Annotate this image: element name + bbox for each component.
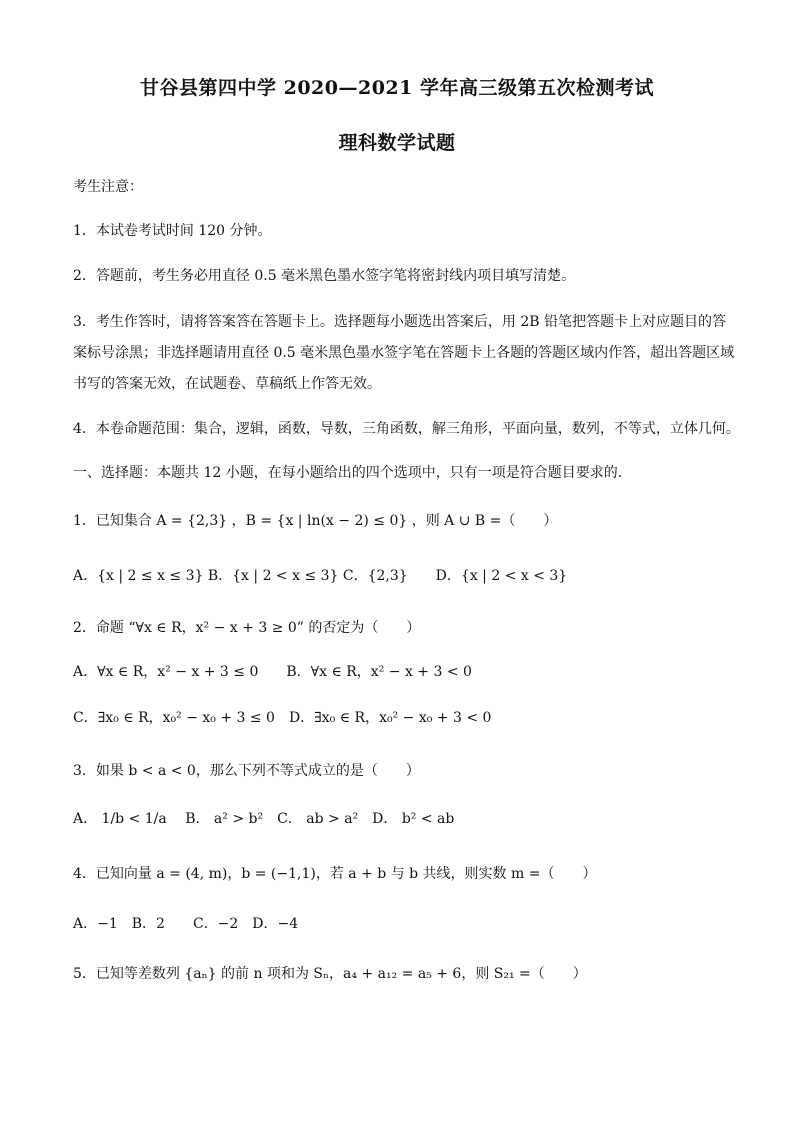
question-2-options-cd: C．∃x₀ ∈ R，x₀² − x₀ + 3 ≤ 0 D．∃x₀ ∈ R，x₀² − x₀ + 3 < 0: [73, 710, 492, 726]
question-1-options: A．{x | 2 ≤ x ≤ 3} B．{x | 2 < x ≤ 3} C．{2,3} D．{x | 2 < x < 3}: [73, 568, 568, 584]
notice-heading: 考生注意：: [73, 179, 143, 195]
question-2-options-ab: A．∀x ∈ R，x² − x + 3 ≤ 0 B．∀x ∈ R，x² − x + 3 < 0: [73, 664, 472, 680]
question-3-stem: 3．如果 b < a < 0，那么下列不等式成立的是（ ）: [73, 763, 420, 779]
notice-item-3-line1: 3．考生作答时，请将答案答在答题卡上。选择题每小题选出答案后，用 2B 铅笔把答题卡上对应题目的答: [73, 314, 727, 330]
notice-item-1: 1．本试卷考试时间 120 分钟。: [73, 223, 272, 239]
question-4-stem: 4．已知向量 a = (4, m)，b = (−1,1)，若 a + b 与 b 共线，则实数 m =（ ）: [73, 866, 597, 882]
question-3-options: A． 1/b < 1/a B． a² > b² C． ab > a² D． b² < ab: [73, 811, 455, 827]
notice-item-3-line2: 案标号涂黑；非选择题请用直径 0.5 毫米黑色墨水签字笔在答题卡上各题的答题区域内作答，超出答题区域: [73, 345, 735, 361]
notice-item-4: 4．本卷命题范围：集合，逻辑，函数，导数，三角函数，解三角形，平面向量，数列，不等式，立体几何。: [73, 421, 740, 437]
notice-item-3-line3: 书写的答案无效，在试题卷、草稿纸上作答无效。: [73, 376, 381, 392]
section-heading: 一、选择题：本题共 12 小题，在每小题给出的四个选项中，只有一项是符合题目要求的.: [73, 465, 623, 481]
exam-title: 甘谷县第四中学 2020—2021 学年高三级第五次检测考试: [140, 77, 654, 99]
notice-item-2: 2．答题前，考生务必用直径 0.5 毫米黑色墨水签字笔将密封线内项目填写清楚。: [73, 268, 576, 284]
question-1-stem: 1．已知集合 A = {2,3} ，B = {x | ln(x − 2) ≤ 0} ，则 A ∪ B =（ ）: [73, 513, 558, 529]
question-2-stem: 2．命题 “∀x ∈ R，x² − x + 3 ≥ 0” 的否定为（ ）: [73, 620, 421, 636]
question-5-stem: 5．已知等差数列 {aₙ} 的前 n 项和为 Sₙ，a₄ + a₁₂ = a₅ + 6，则 S₂₁ =（ ）: [73, 966, 587, 982]
question-4-options: A．−1 B．2 C．−2 D．−4: [73, 916, 299, 932]
exam-subtitle: 理科数学试题: [338, 132, 456, 154]
